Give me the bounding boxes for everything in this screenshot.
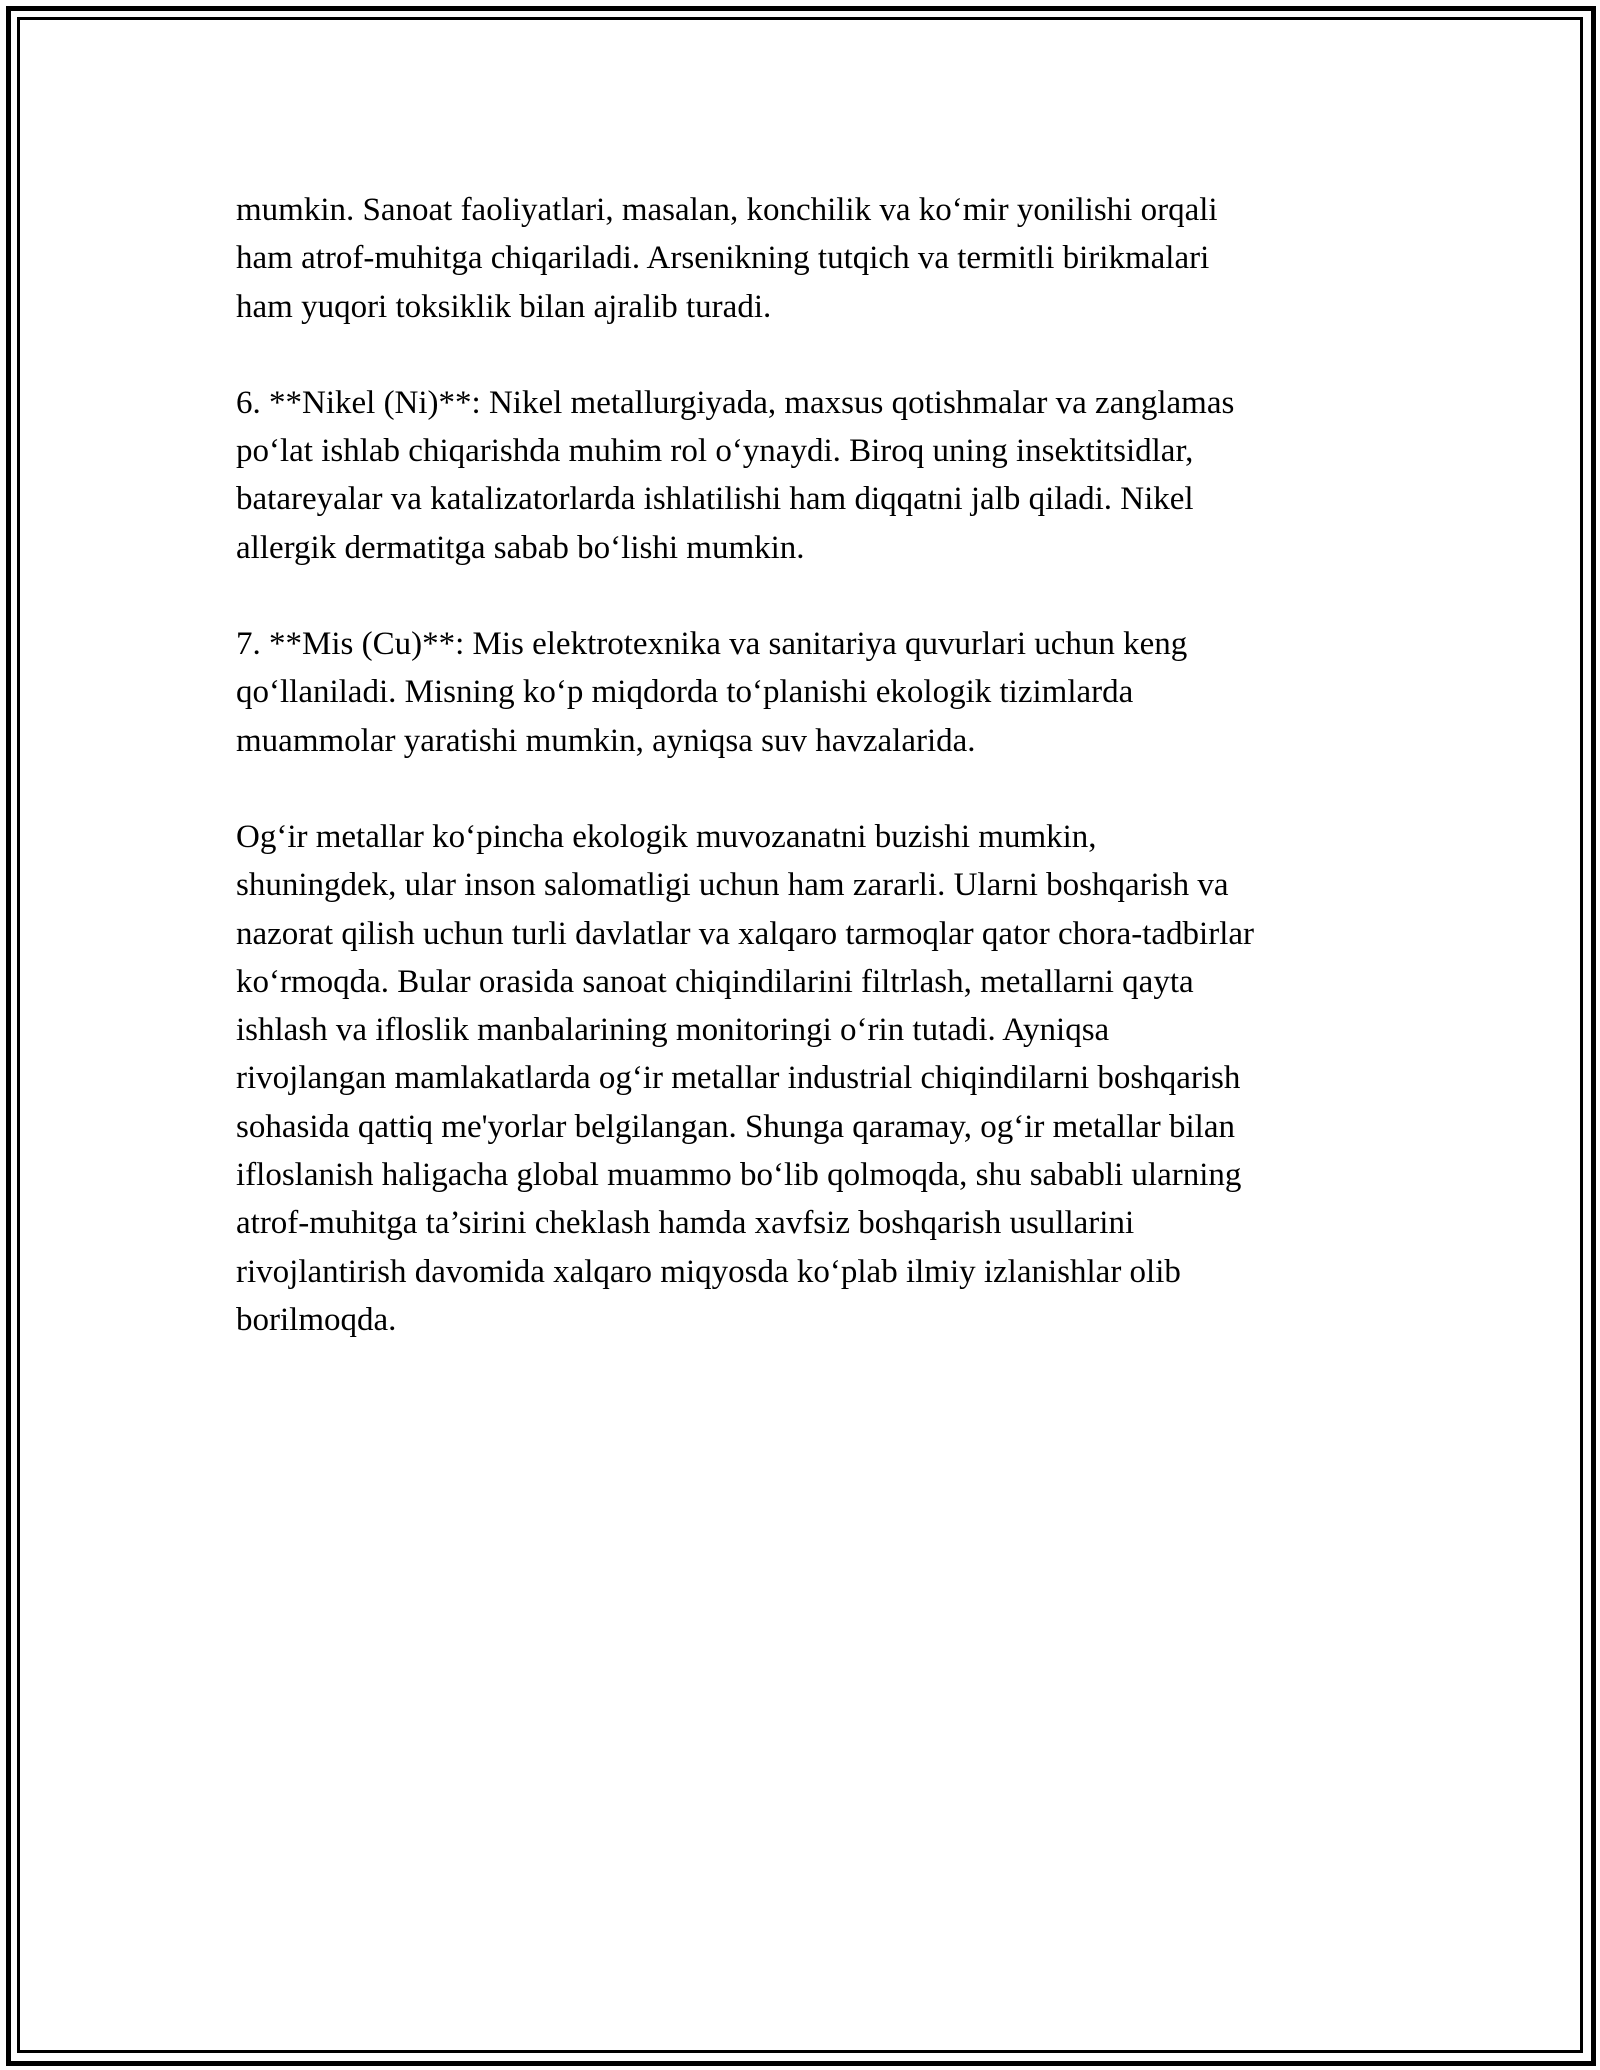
text-line: ko‘rmoqda. Bular orasida sanoat chiqindilarini filtrlash, metallarni qayta <box>236 963 1194 1000</box>
text-line: 6. **Nikel (Ni)**: Nikel metallurgiyada, maxsus qotishmalar va zanglamas <box>236 384 1235 421</box>
text-line: allergik dermatitga sabab bo‘lishi mumkin. <box>236 529 805 566</box>
paragraph-copper <box>236 620 1376 765</box>
text-line: sohasida qattiq me'yorlar belgilangan. Shunga qaramay, og‘ir metallar bilan <box>236 1108 1235 1145</box>
text-line: ifloslanish haligacha global muammo bo‘lib qolmoqda, shu sababli ularning <box>236 1157 1242 1194</box>
text-line: batareyalar va katalizatorlarda ishlatilishi ham diqqatni jalb qiladi. Nikel <box>236 481 1194 518</box>
text-line: mumkin. Sanoat faoliyatlari, masalan, konchilik va ko‘mir yonilishi orqali <box>236 192 1218 228</box>
text-line: po‘lat ishlab chiqarishda muhim rol o‘ynaydi. Biroq uning insektitsidlar, <box>236 433 1194 470</box>
paragraph-arsenic-continuation <box>236 186 1376 331</box>
text-line: rivojlangan mamlakatlarda og‘ir metallar industrial chiqindilarni boshqarish <box>236 1060 1241 1097</box>
text-line: ham atrof-muhitga chiqariladi. Arsenikning tutqich va termitli birikmalari <box>236 240 1210 277</box>
text-line: muammolar yaratishi mumkin, ayniqsa suv havzalarida. <box>236 722 976 759</box>
text-line: rivojlantirish davomida xalqaro miqyosda ko‘plab ilmiy izlanishlar olib <box>236 1253 1181 1290</box>
document-body <box>236 186 1376 1392</box>
text-line: borilmoqda. <box>236 1301 397 1338</box>
paragraph-conclusion <box>236 813 1376 1344</box>
text-line: Og‘ir metallar ko‘pincha ekologik muvozanatni buzishi mumkin, <box>236 818 1097 855</box>
text-line: ishlash va ifloslik manbalarining monitoringi o‘rin tutadi. Ayniqsa <box>236 1012 1110 1049</box>
text-line: ham yuqori toksiklik bilan ajralib turadi. <box>236 288 772 325</box>
text-line: atrof-muhitga ta’sirini cheklash hamda xavfsiz boshqarish usullarini <box>236 1205 1135 1242</box>
text-line: qo‘llaniladi. Misning ko‘p miqdorda to‘planishi ekologik tizimlarda <box>236 674 1134 711</box>
text-line: shuningdek, ular inson salomatligi uchun ham zararli. Ularni boshqarish va <box>236 867 1229 904</box>
text-line: nazorat qilish uchun turli davlatlar va xalqaro tarmoqlar qator chora-tadbirlar <box>236 915 1255 952</box>
text-line: 7. **Mis (Cu)**: Mis elektrotexnika va sanitariya quvurlari uchun keng <box>236 626 1188 663</box>
paragraph-nickel <box>236 379 1376 572</box>
